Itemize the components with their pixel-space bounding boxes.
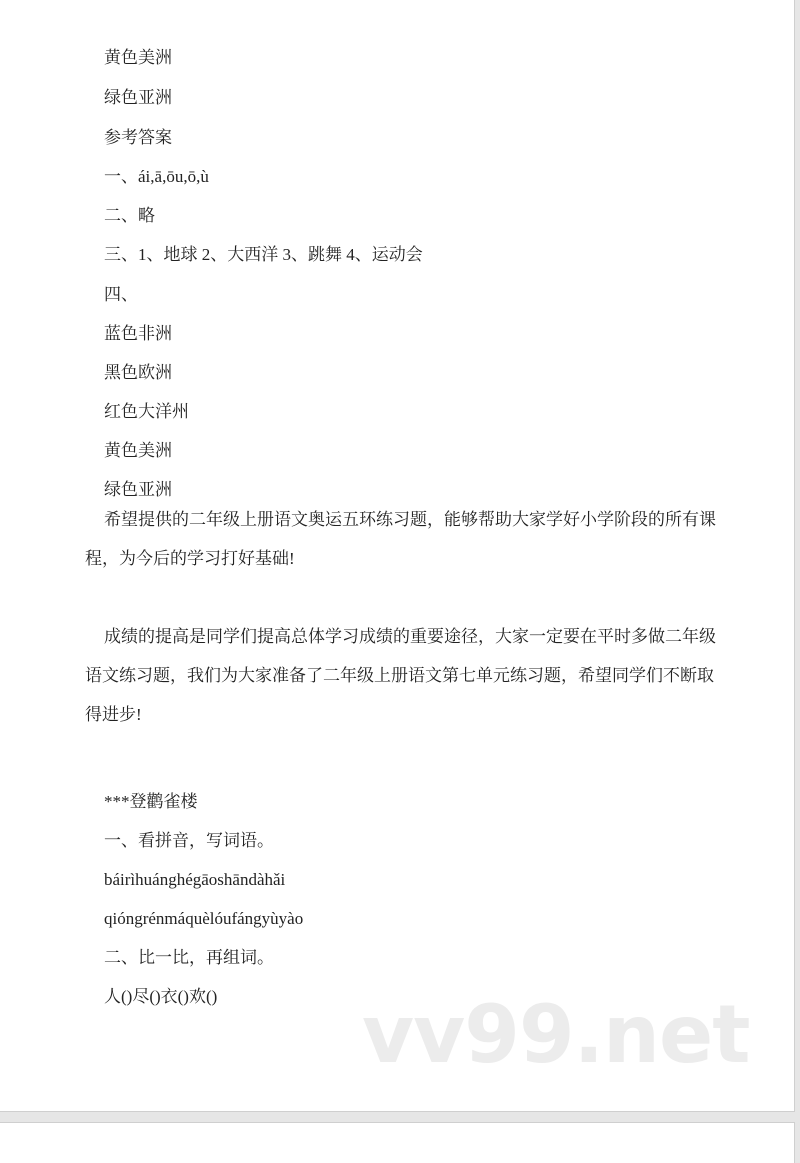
text-line: báirìhuánghégāoshāndàhǎi [104, 870, 286, 889]
text-line: 绿色亚洲 [104, 480, 172, 499]
text-line: 黄色美洲 [104, 48, 172, 67]
next-page [0, 1122, 795, 1163]
paragraph: 成绩的提高是同学们提高总体学习成绩的重要途径，大家一定要在平时多做二年级语文练习题，我们为大家准备了二年级上册语文第七单元练习题，希望同学们不断取得进步! [85, 627, 716, 724]
text-line: 人()尽()衣()欢() [104, 987, 218, 1006]
text-line: 红色大洋州 [104, 402, 189, 421]
text-line: 一、看拼音，写词语。 [104, 831, 274, 850]
text-line: 黄色美洲 [104, 441, 172, 460]
text-line: 二、略 [104, 206, 155, 225]
text-line: 一、ái,ā,ōu,ō,ù [104, 167, 209, 186]
text-line: 黑色欧洲 [104, 363, 172, 382]
paragraph: 希望提供的二年级上册语文奥运五环练习题，能够帮助大家学好小学阶段的所有课程，为今后的学习打好基础! [85, 510, 716, 568]
text-line: qióngrénmáquèlóufángyùyào [104, 909, 304, 928]
watermark: vv99.net [362, 988, 750, 1081]
text-line: 二、比一比，再组词。 [104, 948, 274, 967]
text-line: 蓝色非洲 [104, 324, 172, 343]
text-line: 参考答案 [104, 128, 172, 147]
section-title: ***登鹳雀楼 [104, 792, 198, 811]
text-line: 绿色亚洲 [104, 88, 172, 107]
text-line: 三、1、地球 2、大西洋 3、跳舞 4、运动会 [104, 245, 423, 264]
text-line: 四、 [104, 285, 138, 304]
